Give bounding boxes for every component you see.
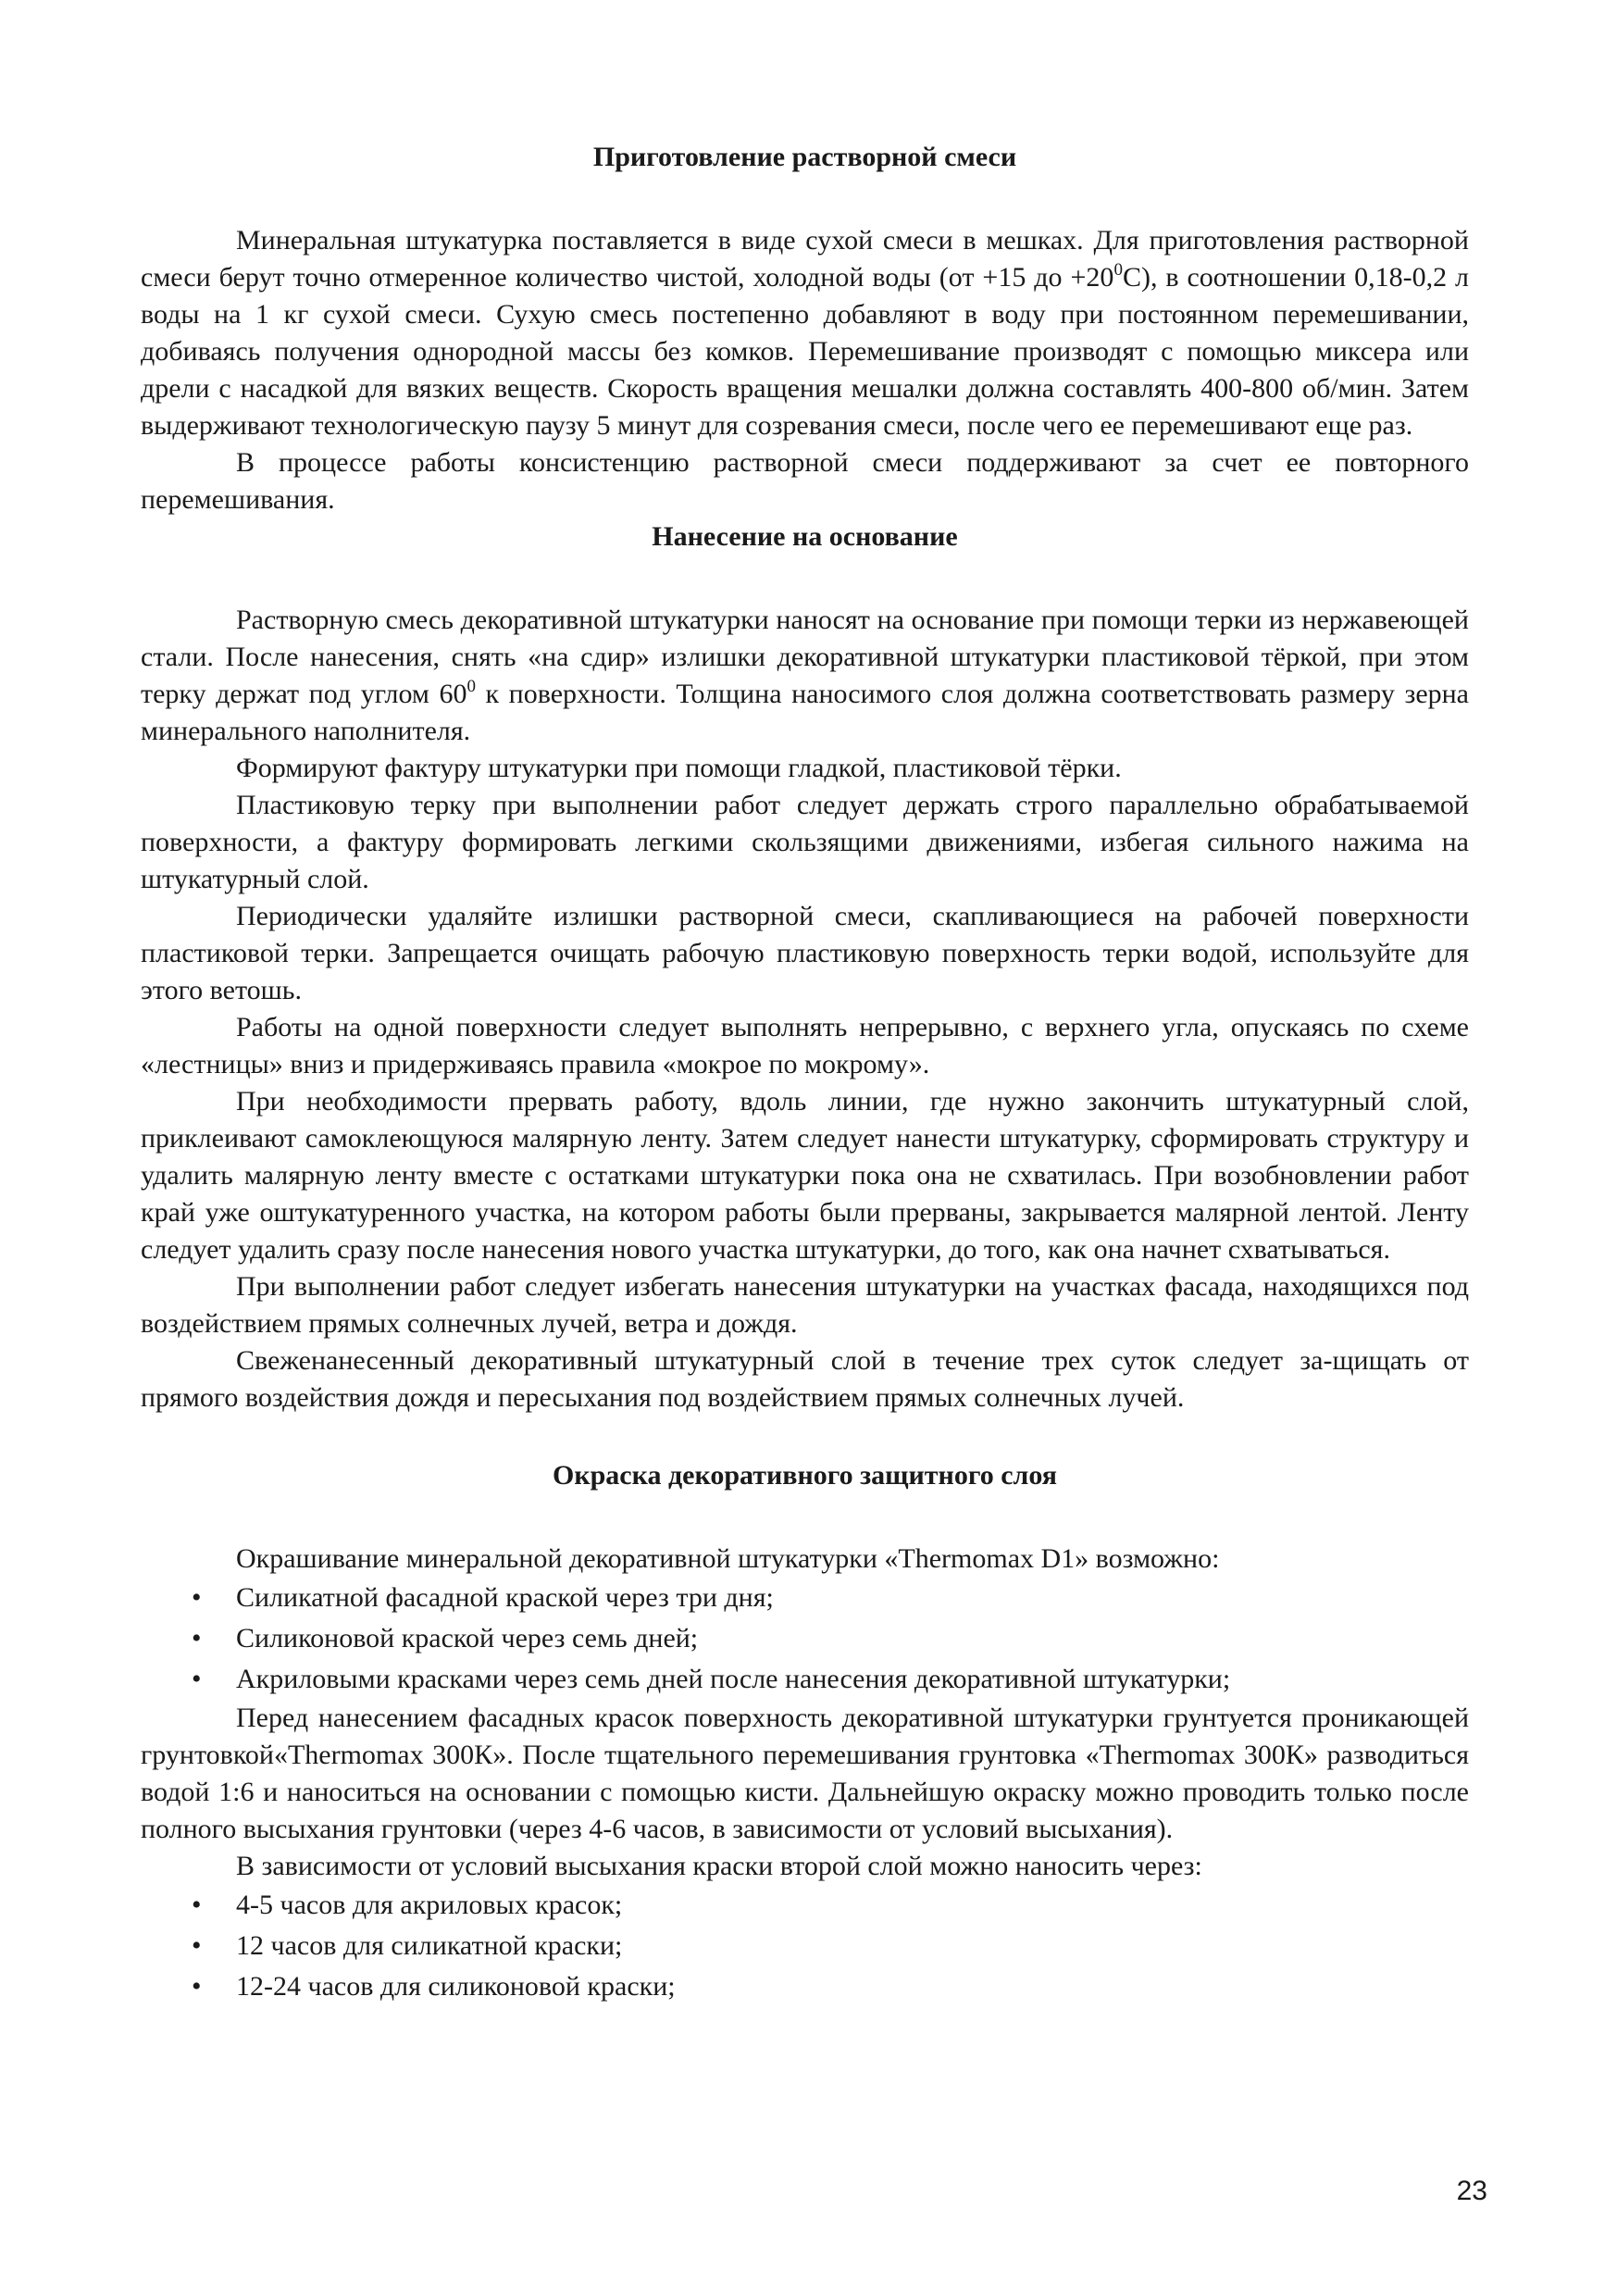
paragraph: При выполнении работ следует избегать нанесения штукатурки на участках фасада, находящихся под воздействием прямых солнечных лучей, ветра и дождя.: [141, 1271, 1469, 1339]
bullet-icon: •: [192, 1890, 202, 1920]
list-item: • Силиконовой краской через семь дней;: [141, 1618, 1469, 1659]
painting-options-list: [141, 1578, 1469, 1700]
drying-times-list: [141, 1885, 1469, 2007]
paragraph: В процессе работы консистенцию растворной смеси поддерживают за счет ее повторного перемешивания.: [141, 447, 1469, 515]
list-item: • Акриловыми красками через семь дней после нанесения декоративной штукатурки;: [141, 1659, 1469, 1700]
paragraph: Перед нанесением фасадных красок поверхность декоративной штукатурки грунтуется проникающей грунтовкой«Thermomax 300К». После тщательного перемешивания грунтовка «Thermomax 300К» разводиться водой 1:6 и наноситься на основании с помощью кисти. Дальнейшую окраску можно проводить только после полного высыхания грунтовки (через 4-6 часов, в зависимости от условий высыхания).: [141, 1703, 1469, 1844]
paragraph: В зависимости от условий высыхания краски второй слой можно наносить через:: [236, 1851, 1202, 1881]
paragraph: Пластиковую терку при выполнении работ следует держать строго параллельно обрабатываемой поверхности, а фактуру формировать легкими скользящими движениями, избегая сильного нажима на штукатурный слой.: [141, 790, 1469, 894]
superscript-degree: 0: [466, 677, 476, 696]
paragraph: Формируют фактуру штукатурки при помощи гладкой, пластиковой тёрки.: [236, 753, 1122, 783]
list-item: • 4-5 часов для акриловых красок;: [141, 1885, 1469, 1926]
bullet-icon: •: [192, 1664, 202, 1694]
paragraph: При необходимости прервать работу, вдоль линии, где нужно закончить штукатурный слой, приклеивают самоклеющуюся малярную ленту. Затем следует нанести штукатурку, сформировать структуру и удалить малярную ленту вместе с остатками штукатурки пока она не схватилась. При возобновлении работ край уже оштукатуренного участка, на котором работы были прерваны, закрывается малярной лентой. Ленту следует удалить сразу после нанесения нового участка штукатурки, до того, как она начнет схватываться.: [141, 1086, 1469, 1265]
page-number: 23: [1456, 2176, 1487, 2206]
superscript-degree: 0: [1113, 260, 1123, 280]
section-title-painting: Окраска декоративного защитного слоя: [553, 1460, 1057, 1491]
paragraph: Растворную смесь декоративной штукатурки наносят на основание при помощи терки из нержавеющей стали. После нанесения, снять «на сдир» излишки декоративной штукатурки пластиковой тёркой, при этом терку держат под углом $60^0$ к поверхности. Толщина наносимого слоя должна соответствовать размеру зерна минерального наполнителя.: [141, 605, 1470, 746]
bullet-icon: •: [192, 1582, 202, 1613]
list-item: • 12 часов для силикатной краски;: [141, 1926, 1469, 1966]
bullet-icon: •: [192, 1930, 202, 1961]
paragraph: Минеральная штукатурка поставляется в виде сухой смеси в мешках. Для приготовления растворной смеси берут точно отмеренное количество чистой, холодной воды (от +15 до $+20^0С$), в соотношении 0,18-0,2 л воды на 1 кг сухой смеси. Сухую смесь постепенно добавляют в воду при постоянном перемешивании, добиваясь получения однородной массы без комков. Перемешивание производят с помощью миксера или дрели с насадкой для вязких веществ. Скорость вращения мешалки должна составлять 400-800 об/мин. Затем выдерживают технологическую паузу 5 минут для созревания смеси, после чего ее перемешивают еще раз.: [141, 225, 1470, 441]
list-item: • 12-24 часов для силиконовой краски;: [141, 1966, 1469, 2007]
paragraph: Окрашивание минеральной декоративной штукатурки «Thermomax D1» возможно:: [236, 1543, 1220, 1574]
section-title-mix-preparation: Приготовление растворной смеси: [592, 142, 1017, 172]
page-content: [141, 139, 1469, 2007]
list-item: • Силикатной фасадной краской через три дня;: [141, 1578, 1469, 1618]
paragraph: Свеженанесенный декоративный штукатурный слой в течение трех суток следует за-щищать от прямого воздействия дождя и пересыхания под воздействием прямых солнечных лучей.: [141, 1345, 1469, 1413]
bullet-icon: •: [192, 1623, 202, 1653]
bullet-icon: •: [192, 1971, 202, 2002]
section-title-application: Нанесение на основание: [652, 521, 958, 552]
paragraph: Периодически удаляйте излишки растворной смеси, скапливающиеся на рабочей поверхности пластиковой терки. Запрещается очищать рабочую пластиковую поверхность терки водой, используйте для этого ветошь.: [141, 901, 1469, 1005]
paragraph: Работы на одной поверхности следует выполнять непрерывно, с верхнего угла, опускаясь по схеме «лестницы» вниз и придерживаясь правила «мокрое по мокрому».: [141, 1012, 1469, 1079]
